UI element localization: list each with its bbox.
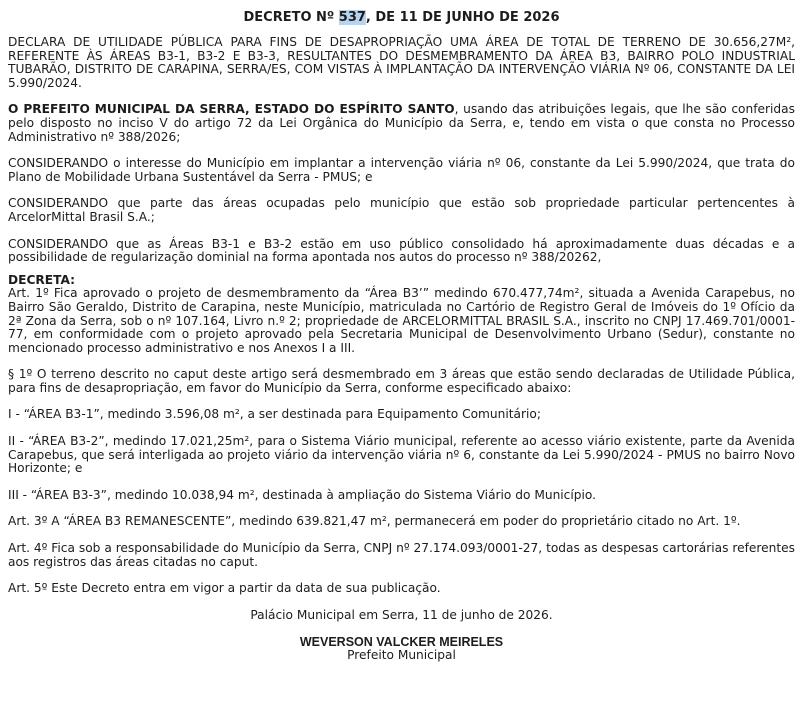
- considerando-3: CONSIDERANDO que as Áreas B3-1 e B3-2 estão em uso público consolidado há aproximadamente duas décadas e a possibilidade de regularização dominial na forma apontada nos autos do processo nº 388/20262,: [8, 236, 795, 265]
- item-area-b3-3: III - “ÁREA B3-3”, medindo 10.038,94 m², destinada à ampliação do Sistema Viário do Município.: [8, 487, 597, 502]
- article-5: Art. 5º Este Decreto entra em vigor a partir da data de sua publicação.: [8, 581, 441, 596]
- article-1: Art. 1º Fica aprovado o projeto de desmembramento da “Área B3’” medindo 670.477,74m², situada a Avenida Carapebus, no Bairro São Geraldo, Distrito de Carapina, neste Município, matriculada no Cartório de Registro Geral de Imóveis do 1º Ofício da 2ª Zona da Serra, sob o nº 107.164, Livro n.º 2; propriedade de ARCELORMITTAL BRASIL S.A., inscrito no CNPJ 17.469.701/0001-77, em conformidade com o projeto aprovado pela Secretaria Municipal de Desenvolvimento Urbano (Sedur), constante no mencionado processo administrativo e nos Anexos I a III.: [8, 286, 795, 355]
- decreta-label: DECRETA:: [8, 272, 75, 287]
- decree-title: [8, 10, 795, 26]
- preamble: [8, 103, 795, 144]
- place-date: Palácio Municipal em Serra, 11 de junho de 2026.: [250, 607, 553, 622]
- item-area-b3-2: II - “ÁREA B3-2”, medindo 17.021,25m², para o Sistema Viário municipal, referente ao acesso viário existente, parte da Avenida Carapebus, que será interligada ao projeto viário da intervenção viária nº 6, constante da Lei 5.990/2024 - PMUS no bairro Novo Horizonte; e: [8, 434, 795, 476]
- article-4: Art. 4º Fica sob a responsabilidade do Município da Serra, CNPJ nº 27.174.093/0001-27, todas as despesas cartorárias referentes aos registros das áreas citadas no caput.: [8, 541, 795, 569]
- signature-role: Prefeito Municipal: [347, 648, 456, 663]
- article-3: Art. 3º A “ÁREA B3 REMANESCENTE”, medindo 639.821,47 m², permanecerá em poder do proprietário citado no Art. 1º.: [8, 514, 741, 529]
- paragraph-1: § 1º O terreno descrito no caput deste artigo será desmembrado em 3 áreas que estão sendo declaradas de Utilidade Pública, para fins de desapropriação, em favor do Município da Serra, conforme especificado abaixo:: [8, 367, 795, 395]
- preamble-authority: O PREFEITO MUNICIPAL DA SERRA, ESTADO DO ESPÍRITO SANTO: [8, 102, 455, 117]
- considerando-1: CONSIDERANDO o interesse do Município em implantar a intervenção viária nº 06, constante da Lei 5.990/2024, que trata do Plano de Mobilidade Urbana Sustentável da Serra - PMUS; e: [8, 156, 795, 184]
- decree-document: [8, 10, 795, 662]
- preamble-text: , usando das atribuições legais, que lhe são conferidas pelo disposto no inciso V do artigo 72 da Lei Orgânica do Município da Serra, e, tendo em vista o que consta no Processo Administrativo nº 388/2026;: [8, 102, 795, 144]
- signature-block: [8, 635, 795, 662]
- decree-number-selected[interactable]: 537: [338, 10, 366, 25]
- considerando-2: CONSIDERANDO que parte das áreas ocupadas pelo município que estão sob propriedade particular pertencentes à ArcelorMittal Brasil S.A.;: [8, 196, 795, 224]
- signature-name: WEVERSON VALCKER MEIRELES: [299, 635, 504, 650]
- title-prefix: DECRETO Nº: [243, 10, 339, 25]
- item-area-b3-1: I - “ÁREA B3-1”, medindo 3.596,08 m², a ser destinada para Equipamento Comunitário;: [8, 407, 541, 422]
- title-suffix: , DE 11 DE JUNHO DE 2026: [365, 10, 560, 25]
- decree-summary: DECLARA DE UTILIDADE PÚBLICA PARA FINS DE DESAPROPRIAÇÃO UMA ÁREA DE TOTAL DE TERRENO DE 30.656,27M², REFERENTE ÀS ÁREAS B3-1, B3-2 E B3-3, RESULTANTES DO DESMEMBRAMENTO DA ÁREA B3, BAIRRO POLO INDUSTRIAL TUBARÃO, DISTRITO DE CARAPINA, SERRA/ES, COM VISTAS À IMPLANTAÇÃO DA INTERVENÇÃO VIÁRIA Nº 06, CONSTANTE DA LEI 5.990/2024.: [8, 35, 795, 90]
